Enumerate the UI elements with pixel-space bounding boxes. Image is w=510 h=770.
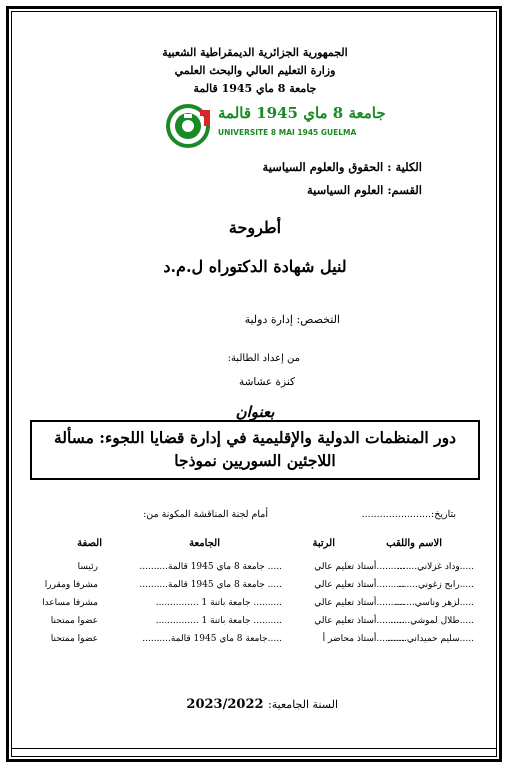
thesis-title-line-2: اللاجئين السوريين نموذجا [174, 451, 336, 470]
member-role: رئيسا [77, 562, 98, 572]
bottom-rule [11, 748, 497, 749]
member-university: .......... جامعة باتنة 1 ............... [155, 616, 282, 626]
member-role: عضوا ممتحنا [50, 634, 98, 644]
thesis-type: أطروحة [228, 218, 282, 237]
department-line [307, 183, 422, 197]
committee-intro: أمام لجنة المناقشة المكونة من: [143, 509, 268, 520]
thesis-title-line-1: دور المنظمات الدولية والإقليمية في إدارة قضايا اللجوء: مسألة [54, 428, 456, 447]
header-university: الجامعة [189, 538, 220, 549]
degree-line: لنيل شهادة الدكتوراه ل.م.د [163, 257, 347, 276]
member-rank: ..........أستاذ تعليم عالي [314, 580, 405, 590]
member-name: .....لزهر وناسي....... [394, 598, 474, 608]
faculty-line [263, 160, 422, 174]
title-heading: بعنوان [235, 403, 275, 421]
member-role: عضوا ممتحنا [50, 616, 98, 626]
department-label: القسم: [387, 183, 422, 197]
university-emblem-icon [164, 104, 214, 148]
academic-year-value: 2023/2022 [186, 697, 264, 712]
logo-arabic-text: جامعة 8 ماي 1945 قالمة [218, 104, 386, 122]
member-university: .....جامعة 8 ماي 1945 قالمة.......... [142, 634, 282, 644]
faculty-label: الكلية : [387, 160, 422, 174]
member-role: مشرفا ومقررا [44, 580, 98, 590]
faculty-value: الحقوق والعلوم السياسية [262, 160, 384, 174]
student-name: كنزة عشاشة [238, 376, 295, 388]
defense-date: بتاريخ:....................... [361, 509, 456, 520]
member-rank: ..........أستاذ محاضر أ [322, 634, 405, 644]
republic-name: الجمهورية الجزائرية الديمقراطية الشعبية [162, 46, 348, 59]
specialty-label: التخصص: [296, 313, 340, 326]
member-name: .....رابح زغوني....... [397, 580, 474, 590]
member-rank: ..........أستاذ تعليم عالي [314, 616, 405, 626]
specialty-line [245, 313, 340, 326]
member-university: ..... جامعة 8 ماي 1945 قالمة.......... [139, 580, 282, 590]
member-name: .....طلال لموشي....... [390, 616, 474, 626]
academic-year-label: السنة الجامعية: [268, 698, 338, 711]
university-logo [164, 104, 386, 148]
member-role: مشرفا مساعدا [42, 598, 98, 608]
thesis-title-box [30, 420, 480, 480]
specialty-value: إدارة دولية [244, 313, 293, 326]
member-university: .......... جامعة باتنة 1 ............... [155, 598, 282, 608]
member-rank: ..........أستاذ تعليم عالي [314, 598, 405, 608]
department-value: العلوم السياسية [306, 183, 384, 197]
header-role: الصفة [77, 538, 102, 549]
academic-year [186, 697, 338, 712]
member-rank: ..........أستاذ تعليم عالي [314, 562, 405, 572]
prepared-by-label: من إعداد الطالبة: [227, 353, 300, 364]
member-name: .....سليم حميداني....... [386, 634, 474, 644]
header-name: الاسم واللقب [386, 538, 442, 549]
member-university: ..... جامعة 8 ماي 1945 قالمة.......... [139, 562, 282, 572]
member-name: .....وداد غزلاني....... [397, 562, 474, 572]
header-rank: الرتبة [312, 538, 335, 549]
ministry-name: وزارة التعليم العالي والبحث العلمي [174, 64, 336, 77]
university-name: جامعة 8 ماي 1945 قالمة [193, 82, 317, 95]
logo-french-text: UNIVERSITE 8 MAI 1945 GUELMA [218, 128, 357, 137]
